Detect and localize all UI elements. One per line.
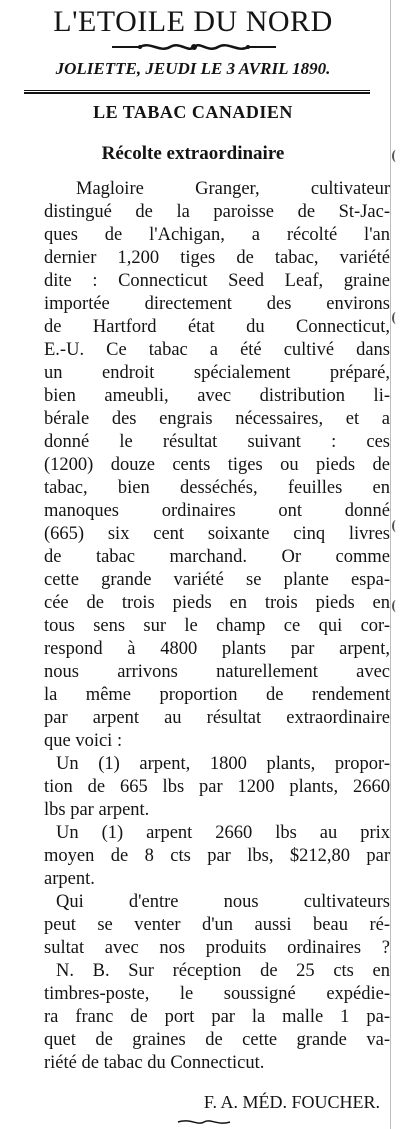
header-rule-thin bbox=[24, 90, 370, 91]
closing-ornament bbox=[176, 1118, 232, 1126]
article-line: lbs par arpent. bbox=[44, 800, 150, 820]
adjacent-column-mark bbox=[392, 520, 400, 532]
article-line: peut se venter d'un aussi beau ré- bbox=[44, 915, 390, 935]
article-line: la même proportion de rendement bbox=[44, 685, 390, 705]
masthead-ornament bbox=[110, 40, 278, 54]
article-line: timbres-poste, le soussigné expédie- bbox=[44, 984, 390, 1004]
header-rule-thick bbox=[24, 92, 370, 94]
article-signature: F. A. MÉD. FOUCHER. bbox=[203, 1092, 380, 1112]
article-line: tion de 665 lbs par 1200 plants, 2660 bbox=[44, 777, 390, 797]
article-line: distingué de la paroisse de St-Jac- bbox=[44, 202, 390, 222]
article-line: riété de tabac du Connecticut. bbox=[44, 1053, 265, 1073]
article-line: (665) six cent soixante cinq livres bbox=[44, 524, 390, 544]
article-line: respond à 4800 plants par arpent, bbox=[44, 639, 390, 659]
article-line: de tabac marchand. Or comme bbox=[44, 547, 390, 567]
article-line: quet de graines de cette grande va- bbox=[44, 1030, 390, 1050]
article-line: arpent. bbox=[44, 869, 95, 889]
article-line: que voici : bbox=[44, 731, 123, 751]
masthead-title: L'ETOILE DU NORD bbox=[53, 5, 333, 38]
article-line: un endroit spécialement préparé, bbox=[44, 363, 390, 383]
article-line: importée directement des environs bbox=[44, 294, 390, 314]
article-line: Un (1) arpent, 1800 plants, propor- bbox=[56, 754, 390, 774]
article-line: Un (1) arpent 2660 lbs au prix bbox=[56, 823, 390, 843]
article-line: manoques ordinaires ont donné bbox=[44, 501, 390, 521]
article-line: tabac, bien desséchés, feuilles en bbox=[44, 478, 390, 498]
article-line: Magloire Granger, cultivateur bbox=[76, 179, 390, 199]
article-line: ra franc de port par la malle 1 pa- bbox=[44, 1007, 390, 1027]
article-line: donné le résultat suivant : ces bbox=[44, 432, 390, 452]
article-line: par arpent au résultat extraordinaire bbox=[44, 708, 390, 728]
article-line: tous sens sur le champ ce qui cor- bbox=[44, 616, 390, 636]
article-line: dernier 1,200 tiges de tabac, variété bbox=[44, 248, 390, 268]
article-line: de Hartford état du Connecticut, bbox=[44, 317, 390, 337]
article-line: cée de trois pieds en trois pieds en bbox=[44, 593, 390, 613]
article-line: bien ameubli, avec distribution li- bbox=[44, 386, 390, 406]
adjacent-column-mark bbox=[392, 600, 400, 612]
article-line: Qui d'entre nous cultivateurs bbox=[56, 892, 390, 912]
article-body bbox=[44, 178, 390, 1075]
adjacent-column-mark bbox=[392, 312, 400, 324]
article-line: cette grande variété se plante espa- bbox=[44, 570, 390, 590]
adjacent-column-mark bbox=[392, 150, 400, 162]
article-line: ques de l'Achigan, a récolté l'an bbox=[44, 225, 390, 245]
article-subhead: Récolte extraordinaire bbox=[101, 143, 285, 164]
article-headline: LE TABAC CANADIEN bbox=[93, 102, 293, 122]
article-line: N. B. Sur réception de 25 cts en bbox=[56, 961, 390, 981]
article-line: dite : Connecticut Seed Leaf, graine bbox=[44, 271, 390, 291]
article-line: bérale des engrais nécessaires, et a bbox=[44, 409, 390, 429]
article-line: (1200) douze cents tiges ou pieds de bbox=[44, 455, 390, 475]
article-line: sultat avec nos produits ordinaires ? bbox=[44, 938, 390, 958]
article-line: moyen de 8 cts par lbs, $212,80 par bbox=[44, 846, 390, 866]
adjacent-column-edge bbox=[390, 0, 400, 1129]
article-line: nous arrivons naturellement avec bbox=[44, 662, 390, 682]
dateline: JOLIETTE, JEUDI LE 3 AVRIL 1890. bbox=[55, 59, 331, 78]
article-line: E.-U. Ce tabac a été cultivé dans bbox=[44, 340, 390, 360]
